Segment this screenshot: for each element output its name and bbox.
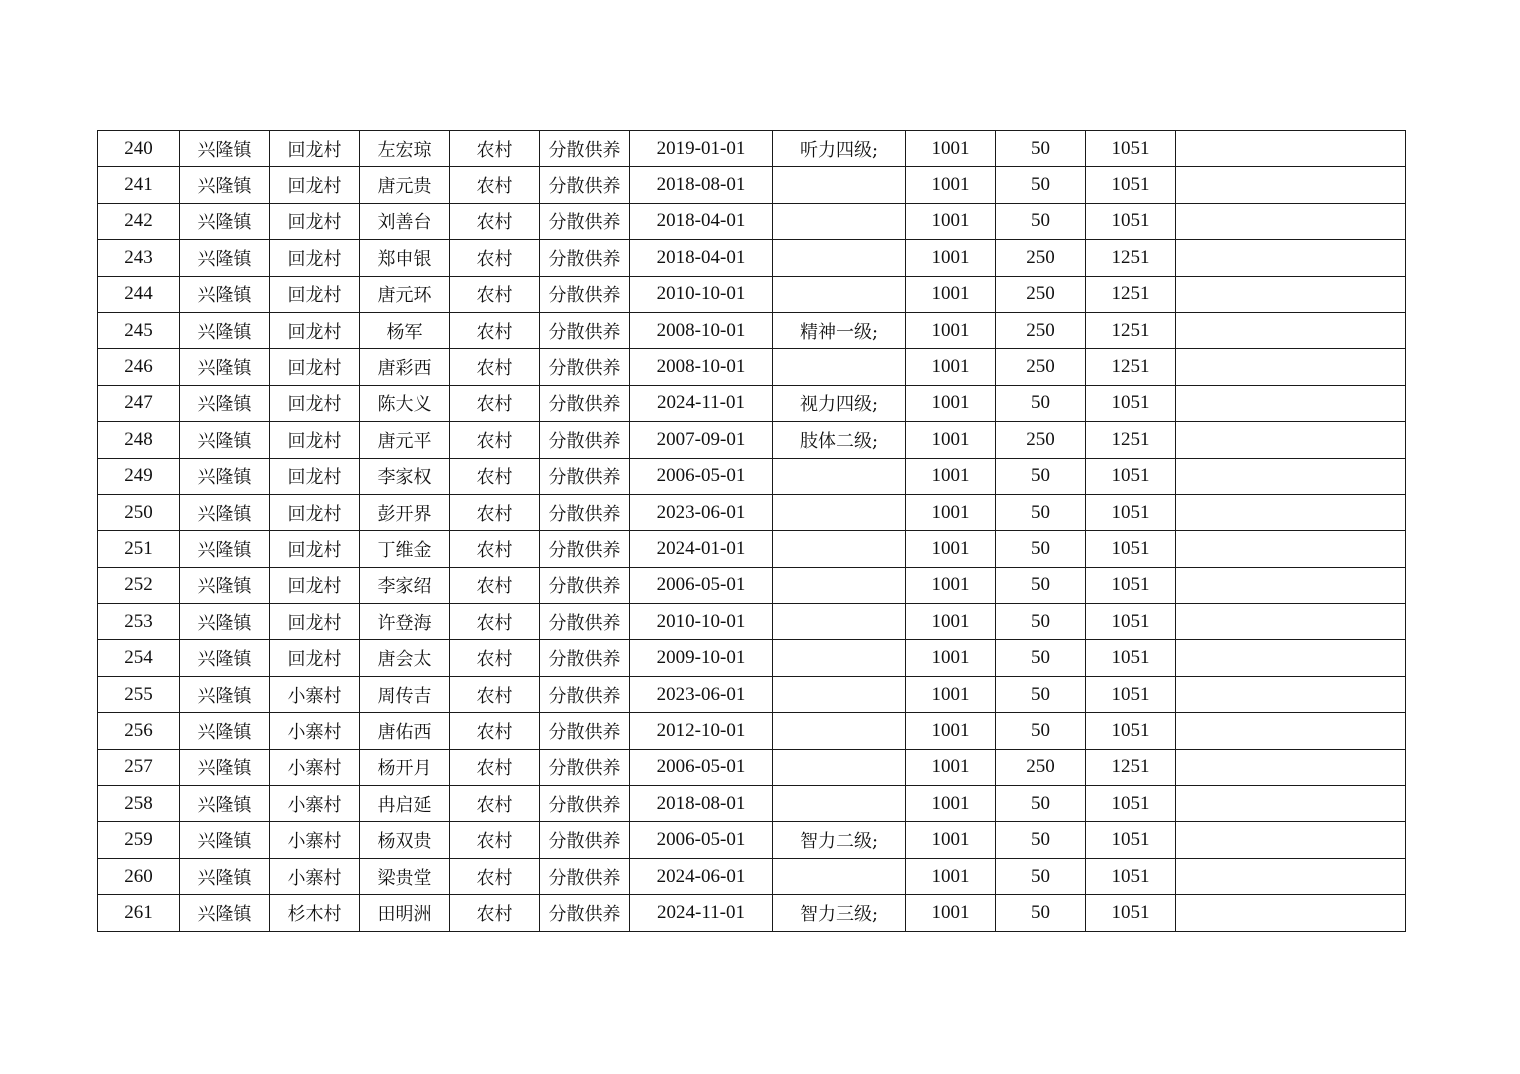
area-type-cell: 农村 <box>450 349 540 385</box>
disability-cell <box>773 713 906 749</box>
subsidy-amount-cell: 50 <box>996 858 1086 894</box>
table-row <box>98 786 1406 822</box>
town-cell: 兴隆镇 <box>180 531 270 567</box>
subsidy-amount-cell: 250 <box>996 349 1086 385</box>
total-amount-cell: 1051 <box>1086 494 1176 530</box>
support-type-cell: 分散供养 <box>540 786 630 822</box>
disability-cell: 视力四级; <box>773 385 906 421</box>
town-cell: 兴隆镇 <box>180 858 270 894</box>
name-cell: 冉启延 <box>360 786 450 822</box>
serial-number-cell: 248 <box>98 422 180 458</box>
disability-cell <box>773 494 906 530</box>
subsidy-amount-cell: 50 <box>996 640 1086 676</box>
table-row <box>98 749 1406 785</box>
village-cell: 小寨村 <box>270 713 360 749</box>
support-type-cell: 分散供养 <box>540 567 630 603</box>
name-cell: 唐佑西 <box>360 713 450 749</box>
town-cell: 兴隆镇 <box>180 240 270 276</box>
base-amount-cell: 1001 <box>906 458 996 494</box>
disability-cell <box>773 349 906 385</box>
total-amount-cell: 1051 <box>1086 131 1176 167</box>
disability-cell <box>773 458 906 494</box>
support-type-cell: 分散供养 <box>540 385 630 421</box>
serial-number-cell: 247 <box>98 385 180 421</box>
area-type-cell: 农村 <box>450 604 540 640</box>
remarks-cell <box>1176 422 1406 458</box>
support-type-cell: 分散供养 <box>540 640 630 676</box>
start-date-cell: 2024-11-01 <box>630 385 773 421</box>
remarks-cell <box>1176 895 1406 931</box>
table-row <box>98 713 1406 749</box>
name-cell: 彭开界 <box>360 494 450 530</box>
subsidy-amount-cell: 50 <box>996 167 1086 203</box>
support-type-cell: 分散供养 <box>540 749 630 785</box>
start-date-cell: 2010-10-01 <box>630 604 773 640</box>
base-amount-cell: 1001 <box>906 276 996 312</box>
support-type-cell: 分散供养 <box>540 604 630 640</box>
subsidy-amount-cell: 250 <box>996 276 1086 312</box>
name-cell: 杨双贵 <box>360 822 450 858</box>
support-type-cell: 分散供养 <box>540 203 630 239</box>
start-date-cell: 2007-09-01 <box>630 422 773 458</box>
disability-cell <box>773 167 906 203</box>
disability-cell <box>773 604 906 640</box>
start-date-cell: 2023-06-01 <box>630 676 773 712</box>
start-date-cell: 2006-05-01 <box>630 822 773 858</box>
disability-cell <box>773 640 906 676</box>
support-type-cell: 分散供养 <box>540 131 630 167</box>
remarks-cell <box>1176 676 1406 712</box>
table-row <box>98 822 1406 858</box>
remarks-cell <box>1176 713 1406 749</box>
serial-number-cell: 252 <box>98 567 180 603</box>
serial-number-cell: 241 <box>98 167 180 203</box>
records-table <box>97 130 1406 932</box>
start-date-cell: 2006-05-01 <box>630 458 773 494</box>
disability-cell <box>773 676 906 712</box>
town-cell: 兴隆镇 <box>180 385 270 421</box>
village-cell: 回龙村 <box>270 167 360 203</box>
table-row <box>98 167 1406 203</box>
subsidy-amount-cell: 50 <box>996 604 1086 640</box>
support-type-cell: 分散供养 <box>540 167 630 203</box>
total-amount-cell: 1051 <box>1086 895 1176 931</box>
name-cell: 许登海 <box>360 604 450 640</box>
subsidy-amount-cell: 50 <box>996 786 1086 822</box>
base-amount-cell: 1001 <box>906 895 996 931</box>
total-amount-cell: 1051 <box>1086 676 1176 712</box>
start-date-cell: 2006-05-01 <box>630 749 773 785</box>
table-row <box>98 494 1406 530</box>
area-type-cell: 农村 <box>450 276 540 312</box>
town-cell: 兴隆镇 <box>180 713 270 749</box>
area-type-cell: 农村 <box>450 531 540 567</box>
support-type-cell: 分散供养 <box>540 494 630 530</box>
remarks-cell <box>1176 604 1406 640</box>
total-amount-cell: 1051 <box>1086 713 1176 749</box>
total-amount-cell: 1251 <box>1086 749 1176 785</box>
serial-number-cell: 258 <box>98 786 180 822</box>
town-cell: 兴隆镇 <box>180 676 270 712</box>
village-cell: 回龙村 <box>270 276 360 312</box>
support-type-cell: 分散供养 <box>540 531 630 567</box>
total-amount-cell: 1051 <box>1086 858 1176 894</box>
start-date-cell: 2018-08-01 <box>630 786 773 822</box>
table-row <box>98 276 1406 312</box>
table-row <box>98 531 1406 567</box>
name-cell: 李家绍 <box>360 567 450 603</box>
start-date-cell: 2019-01-01 <box>630 131 773 167</box>
remarks-cell <box>1176 131 1406 167</box>
total-amount-cell: 1051 <box>1086 822 1176 858</box>
village-cell: 小寨村 <box>270 822 360 858</box>
area-type-cell: 农村 <box>450 385 540 421</box>
remarks-cell <box>1176 312 1406 348</box>
subsidy-amount-cell: 50 <box>996 494 1086 530</box>
subsidy-amount-cell: 50 <box>996 713 1086 749</box>
remarks-cell <box>1176 458 1406 494</box>
serial-number-cell: 246 <box>98 349 180 385</box>
name-cell: 唐元贵 <box>360 167 450 203</box>
start-date-cell: 2010-10-01 <box>630 276 773 312</box>
start-date-cell: 2008-10-01 <box>630 349 773 385</box>
village-cell: 小寨村 <box>270 749 360 785</box>
disability-cell <box>773 203 906 239</box>
serial-number-cell: 260 <box>98 858 180 894</box>
name-cell: 唐会太 <box>360 640 450 676</box>
disability-cell <box>773 567 906 603</box>
total-amount-cell: 1251 <box>1086 276 1176 312</box>
start-date-cell: 2023-06-01 <box>630 494 773 530</box>
table-row <box>98 676 1406 712</box>
town-cell: 兴隆镇 <box>180 604 270 640</box>
village-cell: 回龙村 <box>270 458 360 494</box>
disability-cell: 精神一级; <box>773 312 906 348</box>
remarks-cell <box>1176 349 1406 385</box>
area-type-cell: 农村 <box>450 567 540 603</box>
total-amount-cell: 1051 <box>1086 167 1176 203</box>
subsidy-amount-cell: 50 <box>996 822 1086 858</box>
serial-number-cell: 245 <box>98 312 180 348</box>
total-amount-cell: 1251 <box>1086 349 1176 385</box>
town-cell: 兴隆镇 <box>180 422 270 458</box>
name-cell: 梁贵堂 <box>360 858 450 894</box>
start-date-cell: 2024-06-01 <box>630 858 773 894</box>
total-amount-cell: 1051 <box>1086 458 1176 494</box>
table-row <box>98 858 1406 894</box>
start-date-cell: 2024-01-01 <box>630 531 773 567</box>
subsidy-amount-cell: 50 <box>996 895 1086 931</box>
support-type-cell: 分散供养 <box>540 822 630 858</box>
base-amount-cell: 1001 <box>906 604 996 640</box>
base-amount-cell: 1001 <box>906 349 996 385</box>
remarks-cell <box>1176 531 1406 567</box>
area-type-cell: 农村 <box>450 203 540 239</box>
support-type-cell: 分散供养 <box>540 676 630 712</box>
town-cell: 兴隆镇 <box>180 895 270 931</box>
town-cell: 兴隆镇 <box>180 131 270 167</box>
name-cell: 丁维金 <box>360 531 450 567</box>
remarks-cell <box>1176 749 1406 785</box>
subsidy-amount-cell: 50 <box>996 567 1086 603</box>
village-cell: 回龙村 <box>270 203 360 239</box>
support-type-cell: 分散供养 <box>540 422 630 458</box>
support-type-cell: 分散供养 <box>540 895 630 931</box>
base-amount-cell: 1001 <box>906 385 996 421</box>
name-cell: 周传吉 <box>360 676 450 712</box>
base-amount-cell: 1001 <box>906 494 996 530</box>
area-type-cell: 农村 <box>450 494 540 530</box>
remarks-cell <box>1176 786 1406 822</box>
table-row <box>98 385 1406 421</box>
base-amount-cell: 1001 <box>906 203 996 239</box>
village-cell: 回龙村 <box>270 131 360 167</box>
table-row <box>98 567 1406 603</box>
disability-cell: 智力二级; <box>773 822 906 858</box>
table-row <box>98 203 1406 239</box>
name-cell: 刘善台 <box>360 203 450 239</box>
remarks-cell <box>1176 567 1406 603</box>
base-amount-cell: 1001 <box>906 640 996 676</box>
start-date-cell: 2024-11-01 <box>630 895 773 931</box>
start-date-cell: 2012-10-01 <box>630 713 773 749</box>
total-amount-cell: 1051 <box>1086 203 1176 239</box>
serial-number-cell: 250 <box>98 494 180 530</box>
disability-cell <box>773 276 906 312</box>
name-cell: 田明洲 <box>360 895 450 931</box>
remarks-cell <box>1176 203 1406 239</box>
village-cell: 回龙村 <box>270 604 360 640</box>
remarks-cell <box>1176 858 1406 894</box>
town-cell: 兴隆镇 <box>180 458 270 494</box>
subsidy-amount-cell: 250 <box>996 312 1086 348</box>
village-cell: 回龙村 <box>270 640 360 676</box>
town-cell: 兴隆镇 <box>180 640 270 676</box>
subsidy-amount-cell: 50 <box>996 385 1086 421</box>
base-amount-cell: 1001 <box>906 131 996 167</box>
start-date-cell: 2009-10-01 <box>630 640 773 676</box>
table-row <box>98 640 1406 676</box>
base-amount-cell: 1001 <box>906 749 996 785</box>
area-type-cell: 农村 <box>450 713 540 749</box>
serial-number-cell: 255 <box>98 676 180 712</box>
table-row <box>98 312 1406 348</box>
total-amount-cell: 1051 <box>1086 567 1176 603</box>
support-type-cell: 分散供养 <box>540 349 630 385</box>
serial-number-cell: 251 <box>98 531 180 567</box>
start-date-cell: 2018-04-01 <box>630 240 773 276</box>
table-row <box>98 458 1406 494</box>
town-cell: 兴隆镇 <box>180 312 270 348</box>
base-amount-cell: 1001 <box>906 676 996 712</box>
village-cell: 小寨村 <box>270 858 360 894</box>
subsidy-amount-cell: 250 <box>996 240 1086 276</box>
disability-cell: 智力三级; <box>773 895 906 931</box>
name-cell: 杨军 <box>360 312 450 348</box>
subsidy-amount-cell: 50 <box>996 131 1086 167</box>
table-row <box>98 604 1406 640</box>
town-cell: 兴隆镇 <box>180 203 270 239</box>
table-row <box>98 895 1406 931</box>
support-type-cell: 分散供养 <box>540 276 630 312</box>
start-date-cell: 2018-04-01 <box>630 203 773 239</box>
start-date-cell: 2018-08-01 <box>630 167 773 203</box>
base-amount-cell: 1001 <box>906 713 996 749</box>
area-type-cell: 农村 <box>450 458 540 494</box>
area-type-cell: 农村 <box>450 676 540 712</box>
serial-number-cell: 257 <box>98 749 180 785</box>
area-type-cell: 农村 <box>450 640 540 676</box>
area-type-cell: 农村 <box>450 240 540 276</box>
support-type-cell: 分散供养 <box>540 312 630 348</box>
support-type-cell: 分散供养 <box>540 713 630 749</box>
town-cell: 兴隆镇 <box>180 786 270 822</box>
total-amount-cell: 1051 <box>1086 604 1176 640</box>
area-type-cell: 农村 <box>450 895 540 931</box>
subsidy-amount-cell: 250 <box>996 422 1086 458</box>
base-amount-cell: 1001 <box>906 240 996 276</box>
total-amount-cell: 1051 <box>1086 786 1176 822</box>
town-cell: 兴隆镇 <box>180 167 270 203</box>
total-amount-cell: 1251 <box>1086 422 1176 458</box>
area-type-cell: 农村 <box>450 858 540 894</box>
base-amount-cell: 1001 <box>906 822 996 858</box>
subsidy-amount-cell: 50 <box>996 676 1086 712</box>
start-date-cell: 2008-10-01 <box>630 312 773 348</box>
start-date-cell: 2006-05-01 <box>630 567 773 603</box>
remarks-cell <box>1176 385 1406 421</box>
disability-cell <box>773 240 906 276</box>
name-cell: 左宏琼 <box>360 131 450 167</box>
area-type-cell: 农村 <box>450 786 540 822</box>
town-cell: 兴隆镇 <box>180 749 270 785</box>
support-type-cell: 分散供养 <box>540 858 630 894</box>
base-amount-cell: 1001 <box>906 312 996 348</box>
subsidy-amount-cell: 250 <box>996 749 1086 785</box>
disability-cell <box>773 531 906 567</box>
base-amount-cell: 1001 <box>906 167 996 203</box>
town-cell: 兴隆镇 <box>180 494 270 530</box>
table-row <box>98 349 1406 385</box>
table-row <box>98 422 1406 458</box>
name-cell: 唐元环 <box>360 276 450 312</box>
base-amount-cell: 1001 <box>906 786 996 822</box>
town-cell: 兴隆镇 <box>180 349 270 385</box>
serial-number-cell: 244 <box>98 276 180 312</box>
remarks-cell <box>1176 640 1406 676</box>
serial-number-cell: 254 <box>98 640 180 676</box>
remarks-cell <box>1176 167 1406 203</box>
village-cell: 回龙村 <box>270 240 360 276</box>
remarks-cell <box>1176 240 1406 276</box>
village-cell: 回龙村 <box>270 422 360 458</box>
serial-number-cell: 256 <box>98 713 180 749</box>
area-type-cell: 农村 <box>450 822 540 858</box>
name-cell: 李家权 <box>360 458 450 494</box>
serial-number-cell: 243 <box>98 240 180 276</box>
area-type-cell: 农村 <box>450 749 540 785</box>
subsidy-amount-cell: 50 <box>996 531 1086 567</box>
total-amount-cell: 1051 <box>1086 531 1176 567</box>
town-cell: 兴隆镇 <box>180 822 270 858</box>
base-amount-cell: 1001 <box>906 567 996 603</box>
disability-cell <box>773 858 906 894</box>
total-amount-cell: 1251 <box>1086 312 1176 348</box>
total-amount-cell: 1251 <box>1086 240 1176 276</box>
disability-cell <box>773 786 906 822</box>
remarks-cell <box>1176 822 1406 858</box>
base-amount-cell: 1001 <box>906 858 996 894</box>
total-amount-cell: 1051 <box>1086 385 1176 421</box>
total-amount-cell: 1051 <box>1086 640 1176 676</box>
area-type-cell: 农村 <box>450 312 540 348</box>
support-type-cell: 分散供养 <box>540 458 630 494</box>
serial-number-cell: 259 <box>98 822 180 858</box>
name-cell: 陈大义 <box>360 385 450 421</box>
disability-cell <box>773 749 906 785</box>
name-cell: 郑申银 <box>360 240 450 276</box>
village-cell: 回龙村 <box>270 494 360 530</box>
area-type-cell: 农村 <box>450 131 540 167</box>
area-type-cell: 农村 <box>450 167 540 203</box>
subsidy-amount-cell: 50 <box>996 458 1086 494</box>
town-cell: 兴隆镇 <box>180 567 270 603</box>
village-cell: 回龙村 <box>270 349 360 385</box>
base-amount-cell: 1001 <box>906 531 996 567</box>
serial-number-cell: 242 <box>98 203 180 239</box>
base-amount-cell: 1001 <box>906 422 996 458</box>
area-type-cell: 农村 <box>450 422 540 458</box>
serial-number-cell: 261 <box>98 895 180 931</box>
village-cell: 回龙村 <box>270 312 360 348</box>
subsidy-amount-cell: 50 <box>996 203 1086 239</box>
remarks-cell <box>1176 276 1406 312</box>
table-row <box>98 240 1406 276</box>
name-cell: 杨开月 <box>360 749 450 785</box>
table-row <box>98 131 1406 167</box>
disability-cell: 听力四级; <box>773 131 906 167</box>
name-cell: 唐彩西 <box>360 349 450 385</box>
village-cell: 小寨村 <box>270 786 360 822</box>
serial-number-cell: 249 <box>98 458 180 494</box>
village-cell: 杉木村 <box>270 895 360 931</box>
serial-number-cell: 240 <box>98 131 180 167</box>
support-type-cell: 分散供养 <box>540 240 630 276</box>
disability-cell: 肢体二级; <box>773 422 906 458</box>
village-cell: 回龙村 <box>270 531 360 567</box>
village-cell: 回龙村 <box>270 567 360 603</box>
remarks-cell <box>1176 494 1406 530</box>
serial-number-cell: 253 <box>98 604 180 640</box>
village-cell: 小寨村 <box>270 676 360 712</box>
name-cell: 唐元平 <box>360 422 450 458</box>
town-cell: 兴隆镇 <box>180 276 270 312</box>
village-cell: 回龙村 <box>270 385 360 421</box>
